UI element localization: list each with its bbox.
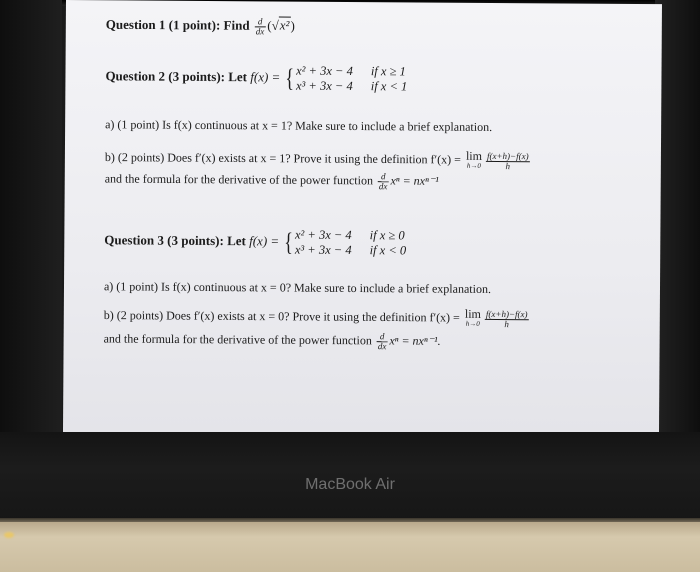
limit-operator: lim h→0 (464, 306, 481, 328)
question-3-label: Question 3 (3 points): (104, 232, 224, 249)
question-1: Question 1 (1 point): Find $\frac{d}{dx}$ (√x²) (105, 16, 295, 37)
derivative-operator: $\frac{d}{dx}$ (255, 16, 265, 37)
laptop-screen (63, 0, 662, 436)
question-3-header: Question 3 (3 points): Let f(x) = { x² + 3x − 4 if x ≥ 0 x³ + 3x − 4 if x < 0 (104, 227, 407, 258)
case-1: x² + 3x − 4 if x ≥ 1 (296, 63, 406, 79)
light-glint (4, 532, 14, 538)
brace-icon: { (285, 63, 295, 93)
case-2: x³ + 3x − 4 if x < 1 (295, 78, 408, 94)
question-2-part-b: b) (2 points) Does f′(x) exists at x = 1? Prove it using the definition f′(x) = lim h→0 $\frac{f(x+h)-f(x)}{h}$ (104, 148, 529, 171)
function-name: f(x) = (249, 233, 280, 249)
question-2-header: Question 2 (3 points): Let f(x) = { x² + 3x − 4 if x ≥ 1 x³ + 3x − 4 if x < 1 (105, 63, 408, 94)
device-brand-label: MacBook Air (305, 476, 395, 493)
question-1-text: Find (223, 17, 250, 33)
question-2-power-rule: and the formula for the derivative of the power function $\frac{d}{dx}$ xⁿ = nxⁿ⁻¹ (104, 171, 439, 192)
bezel-left (0, 0, 62, 445)
case-1: x² + 3x − 4 if x ≥ 0 (294, 227, 405, 243)
derivative-operator: $\frac{d}{dx}$ (377, 331, 387, 352)
question-2-label: Question 2 (3 points): (105, 68, 226, 85)
function-name: f(x) = (250, 69, 281, 85)
piecewise-definition (283, 64, 407, 95)
question-3-part-a: a) (1 point) Is f(x) continuous at x = 0? Make sure to include a brief explanation. (103, 279, 492, 296)
question-3-part-b: b) (2 points) Does f′(x) exists at x = 0? Prove it using the definition f′(x) = lim h→0 $\frac{f(x+h)-f(x)}{h}$ (103, 306, 528, 329)
derivative-operator: $\frac{d}{dx}$ (378, 171, 388, 192)
piecewise-definition (282, 228, 406, 259)
case-2: x³ + 3x − 4 if x < 0 (294, 242, 407, 258)
sqrt-icon: √ (271, 17, 279, 33)
radicand: x² (279, 17, 290, 34)
difference-quotient: $\frac{f(x+h)-f(x)}{h}$ (485, 308, 528, 329)
question-2-part-a: a) (1 point) Is f(x) continuous at x = 1? Make sure to include a brief explanation. (105, 117, 493, 134)
bezel-right (655, 0, 700, 445)
question-3-power-rule: and the formula for the derivative of the power function $\frac{d}{dx}$ xⁿ = nxⁿ⁻¹. (103, 331, 441, 352)
question-1-label: Question 1 (1 point): (105, 16, 221, 33)
laptop-base (0, 522, 700, 572)
difference-quotient: $\frac{f(x+h)-f(x)}{h}$ (486, 150, 529, 171)
brace-icon: { (284, 227, 294, 257)
limit-operator: lim h→0 (465, 148, 483, 170)
